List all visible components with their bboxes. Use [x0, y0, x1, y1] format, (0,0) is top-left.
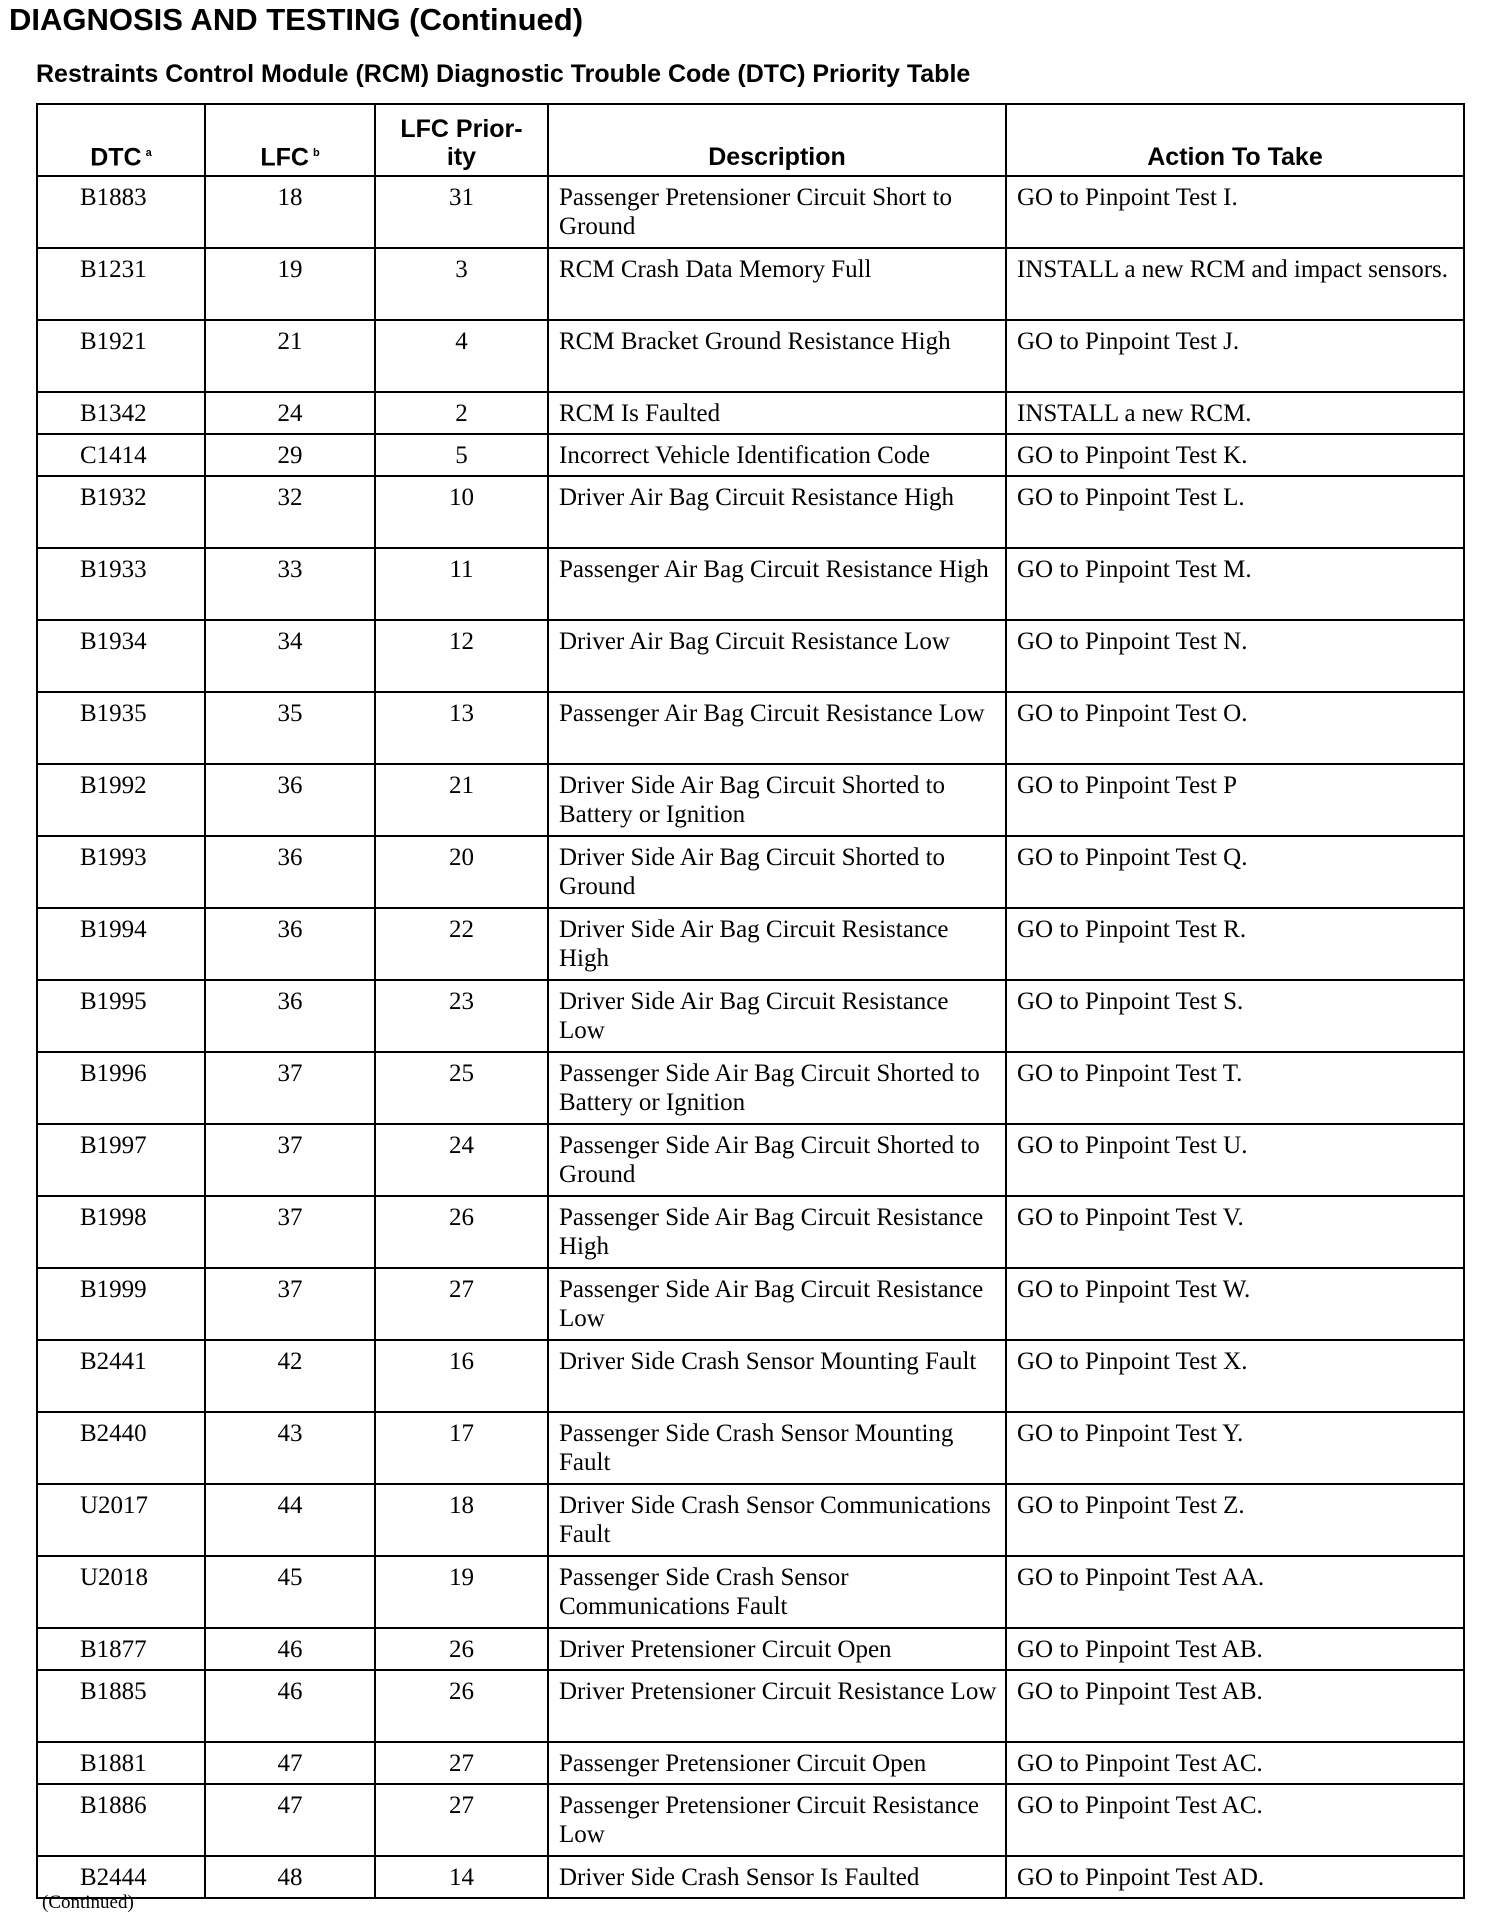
- table-row: [37, 1742, 1464, 1784]
- lfc-value: 18: [205, 176, 375, 248]
- table-row: [37, 1412, 1464, 1484]
- description: Passenger Side Air Bag Circuit Shorted to Ground: [548, 1124, 1006, 1196]
- lfc-value: 46: [205, 1670, 375, 1742]
- dtc-code: B1885: [37, 1670, 205, 1742]
- dtc-code: B1883: [37, 176, 205, 248]
- table-row: [37, 548, 1464, 620]
- lfc-value: 36: [205, 764, 375, 836]
- header-description: Description: [548, 104, 1006, 176]
- table-title: Restraints Control Module (RCM) Diagnostic Trouble Code (DTC) Priority Table: [36, 60, 971, 88]
- lfc-priority: 23: [375, 980, 548, 1052]
- description: Passenger Side Crash Sensor Communications Fault: [548, 1556, 1006, 1628]
- dtc-code: B1877: [37, 1628, 205, 1670]
- table-row: [37, 1556, 1464, 1628]
- action-to-take: GO to Pinpoint Test AB.: [1006, 1628, 1464, 1670]
- header-lfc: LFC $^b$: [205, 104, 375, 176]
- action-to-take: GO to Pinpoint Test J.: [1006, 320, 1464, 392]
- dtc-code: U2017: [37, 1484, 205, 1556]
- action-to-take: GO to Pinpoint Test AB.: [1006, 1670, 1464, 1742]
- dtc-code: B1997: [37, 1124, 205, 1196]
- lfc-priority: 27: [375, 1268, 548, 1340]
- dtc-code: B1992: [37, 764, 205, 836]
- description: Passenger Pretensioner Circuit Open: [548, 1742, 1006, 1784]
- lfc-priority: 4: [375, 320, 548, 392]
- lfc-priority: 17: [375, 1412, 548, 1484]
- dtc-code: B1998: [37, 1196, 205, 1268]
- description: Passenger Pretensioner Circuit Short to Ground: [548, 176, 1006, 248]
- lfc-priority: 26: [375, 1628, 548, 1670]
- description: Driver Side Crash Sensor Communications Fault: [548, 1484, 1006, 1556]
- table-row: [37, 764, 1464, 836]
- lfc-priority: 27: [375, 1742, 548, 1784]
- action-to-take: GO to Pinpoint Test Y.: [1006, 1412, 1464, 1484]
- lfc-value: 29: [205, 434, 375, 476]
- lfc-priority: 14: [375, 1856, 548, 1898]
- lfc-value: 46: [205, 1628, 375, 1670]
- table-body: [37, 176, 1464, 1898]
- lfc-priority: 21: [375, 764, 548, 836]
- footnote-marker: a: [145, 146, 152, 159]
- description: Driver Side Crash Sensor Is Faulted: [548, 1856, 1006, 1898]
- table-row: [37, 692, 1464, 764]
- table-header-row: [37, 104, 1464, 176]
- continued-note: (Continued): [42, 1892, 134, 1913]
- lfc-priority: 26: [375, 1670, 548, 1742]
- lfc-value: 36: [205, 908, 375, 980]
- table-row: [37, 620, 1464, 692]
- lfc-priority: 27: [375, 1784, 548, 1856]
- lfc-value: 47: [205, 1784, 375, 1856]
- lfc-priority: 13: [375, 692, 548, 764]
- description: Driver Air Bag Circuit Resistance High: [548, 476, 1006, 548]
- lfc-priority: 19: [375, 1556, 548, 1628]
- table-row: [37, 980, 1464, 1052]
- description: RCM Is Faulted: [548, 392, 1006, 434]
- dtc-code: B1993: [37, 836, 205, 908]
- table-row: [37, 476, 1464, 548]
- description: Passenger Side Air Bag Circuit Resistance High: [548, 1196, 1006, 1268]
- action-to-take: INSTALL a new RCM and impact sensors.: [1006, 248, 1464, 320]
- description: Passenger Pretensioner Circuit Resistance Low: [548, 1784, 1006, 1856]
- dtc-code: B1994: [37, 908, 205, 980]
- table-row: [37, 392, 1464, 434]
- dtc-code: B2440: [37, 1412, 205, 1484]
- dtc-code: B1921: [37, 320, 205, 392]
- description: Driver Side Air Bag Circuit Resistance Low: [548, 980, 1006, 1052]
- action-to-take: GO to Pinpoint Test AD.: [1006, 1856, 1464, 1898]
- action-to-take: GO to Pinpoint Test AC.: [1006, 1784, 1464, 1856]
- lfc-priority: 18: [375, 1484, 548, 1556]
- dtc-code: B1934: [37, 620, 205, 692]
- lfc-priority: 31: [375, 176, 548, 248]
- action-to-take: GO to Pinpoint Test O.: [1006, 692, 1464, 764]
- description: Driver Pretensioner Circuit Resistance Low: [548, 1670, 1006, 1742]
- table-row: [37, 1484, 1464, 1556]
- lfc-priority: 16: [375, 1340, 548, 1412]
- action-to-take: GO to Pinpoint Test AA.: [1006, 1556, 1464, 1628]
- description: Passenger Side Crash Sensor Mounting Fault: [548, 1412, 1006, 1484]
- description: Driver Pretensioner Circuit Open: [548, 1628, 1006, 1670]
- header-action: Action To Take: [1006, 104, 1464, 176]
- lfc-value: 36: [205, 836, 375, 908]
- lfc-value: 37: [205, 1268, 375, 1340]
- table-row: [37, 1340, 1464, 1412]
- table-row: [37, 1124, 1464, 1196]
- table-row: [37, 176, 1464, 248]
- lfc-priority: 2: [375, 392, 548, 434]
- lfc-value: 45: [205, 1556, 375, 1628]
- description: Passenger Side Air Bag Circuit Resistance Low: [548, 1268, 1006, 1340]
- dtc-code: B1935: [37, 692, 205, 764]
- action-to-take: GO to Pinpoint Test N.: [1006, 620, 1464, 692]
- header-lfc-priority: LFC Prior- ity: [375, 104, 548, 176]
- section-heading: DIAGNOSIS AND TESTING (Continued): [9, 2, 584, 37]
- dtc-code: B1932: [37, 476, 205, 548]
- lfc-value: 37: [205, 1124, 375, 1196]
- lfc-value: 36: [205, 980, 375, 1052]
- action-to-take: GO to Pinpoint Test U.: [1006, 1124, 1464, 1196]
- lfc-value: 33: [205, 548, 375, 620]
- action-to-take: GO to Pinpoint Test W.: [1006, 1268, 1464, 1340]
- lfc-priority: 25: [375, 1052, 548, 1124]
- lfc-priority: 5: [375, 434, 548, 476]
- action-to-take: GO to Pinpoint Test AC.: [1006, 1742, 1464, 1784]
- lfc-priority: 22: [375, 908, 548, 980]
- lfc-value: 34: [205, 620, 375, 692]
- lfc-priority: 24: [375, 1124, 548, 1196]
- action-to-take: GO to Pinpoint Test V.: [1006, 1196, 1464, 1268]
- action-to-take: GO to Pinpoint Test T.: [1006, 1052, 1464, 1124]
- lfc-value: 42: [205, 1340, 375, 1412]
- description: RCM Crash Data Memory Full: [548, 248, 1006, 320]
- description: Driver Air Bag Circuit Resistance Low: [548, 620, 1006, 692]
- action-to-take: GO to Pinpoint Test X.: [1006, 1340, 1464, 1412]
- dtc-code: B1342: [37, 392, 205, 434]
- lfc-priority: 11: [375, 548, 548, 620]
- header-dtc: DTC $^a$: [37, 104, 205, 176]
- description: Passenger Air Bag Circuit Resistance Low: [548, 692, 1006, 764]
- description: Driver Side Air Bag Circuit Shorted to Ground: [548, 836, 1006, 908]
- action-to-take: GO to Pinpoint Test P: [1006, 764, 1464, 836]
- dtc-code: B1231: [37, 248, 205, 320]
- lfc-value: 48: [205, 1856, 375, 1898]
- action-to-take: GO to Pinpoint Test I.: [1006, 176, 1464, 248]
- dtc-code: B1995: [37, 980, 205, 1052]
- table-row: [37, 908, 1464, 980]
- table-row: [37, 1784, 1464, 1856]
- action-to-take: GO to Pinpoint Test S.: [1006, 980, 1464, 1052]
- description: Passenger Air Bag Circuit Resistance High: [548, 548, 1006, 620]
- table-row: [37, 1628, 1464, 1670]
- description: Incorrect Vehicle Identification Code: [548, 434, 1006, 476]
- dtc-code: B1996: [37, 1052, 205, 1124]
- lfc-priority: 10: [375, 476, 548, 548]
- description: RCM Bracket Ground Resistance High: [548, 320, 1006, 392]
- action-to-take: INSTALL a new RCM.: [1006, 392, 1464, 434]
- lfc-priority: 3: [375, 248, 548, 320]
- action-to-take: GO to Pinpoint Test Z.: [1006, 1484, 1464, 1556]
- action-to-take: GO to Pinpoint Test K.: [1006, 434, 1464, 476]
- table-row: [37, 836, 1464, 908]
- dtc-priority-table: [36, 103, 1465, 1899]
- table-row: [37, 1670, 1464, 1742]
- dtc-code: U2018: [37, 1556, 205, 1628]
- table-row: [37, 320, 1464, 392]
- lfc-priority: 26: [375, 1196, 548, 1268]
- dtc-code: B1999: [37, 1268, 205, 1340]
- action-to-take: GO to Pinpoint Test M.: [1006, 548, 1464, 620]
- lfc-value: 44: [205, 1484, 375, 1556]
- action-to-take: GO to Pinpoint Test R.: [1006, 908, 1464, 980]
- table-row: [37, 434, 1464, 476]
- dtc-code: B2441: [37, 1340, 205, 1412]
- dtc-code: B2444: [37, 1856, 205, 1898]
- table-row: [37, 1268, 1464, 1340]
- dtc-code: B1933: [37, 548, 205, 620]
- description: Driver Side Air Bag Circuit Resistance High: [548, 908, 1006, 980]
- table-row: [37, 1052, 1464, 1124]
- lfc-priority: 20: [375, 836, 548, 908]
- dtc-code: B1881: [37, 1742, 205, 1784]
- lfc-value: 19: [205, 248, 375, 320]
- lfc-value: 47: [205, 1742, 375, 1784]
- lfc-priority: 12: [375, 620, 548, 692]
- table-row: [37, 248, 1464, 320]
- description: Driver Side Air Bag Circuit Shorted to Battery or Ignition: [548, 764, 1006, 836]
- lfc-value: 32: [205, 476, 375, 548]
- footnote-marker: b: [312, 146, 320, 159]
- dtc-code: C1414: [37, 434, 205, 476]
- table-row: [37, 1196, 1464, 1268]
- description: Passenger Side Air Bag Circuit Shorted to Battery or Ignition: [548, 1052, 1006, 1124]
- lfc-value: 43: [205, 1412, 375, 1484]
- lfc-value: 37: [205, 1196, 375, 1268]
- lfc-value: 35: [205, 692, 375, 764]
- action-to-take: GO to Pinpoint Test Q.: [1006, 836, 1464, 908]
- dtc-code: B1886: [37, 1784, 205, 1856]
- description: Driver Side Crash Sensor Mounting Fault: [548, 1340, 1006, 1412]
- lfc-value: 21: [205, 320, 375, 392]
- action-to-take: GO to Pinpoint Test L.: [1006, 476, 1464, 548]
- lfc-value: 24: [205, 392, 375, 434]
- table-row: [37, 1856, 1464, 1898]
- lfc-value: 37: [205, 1052, 375, 1124]
